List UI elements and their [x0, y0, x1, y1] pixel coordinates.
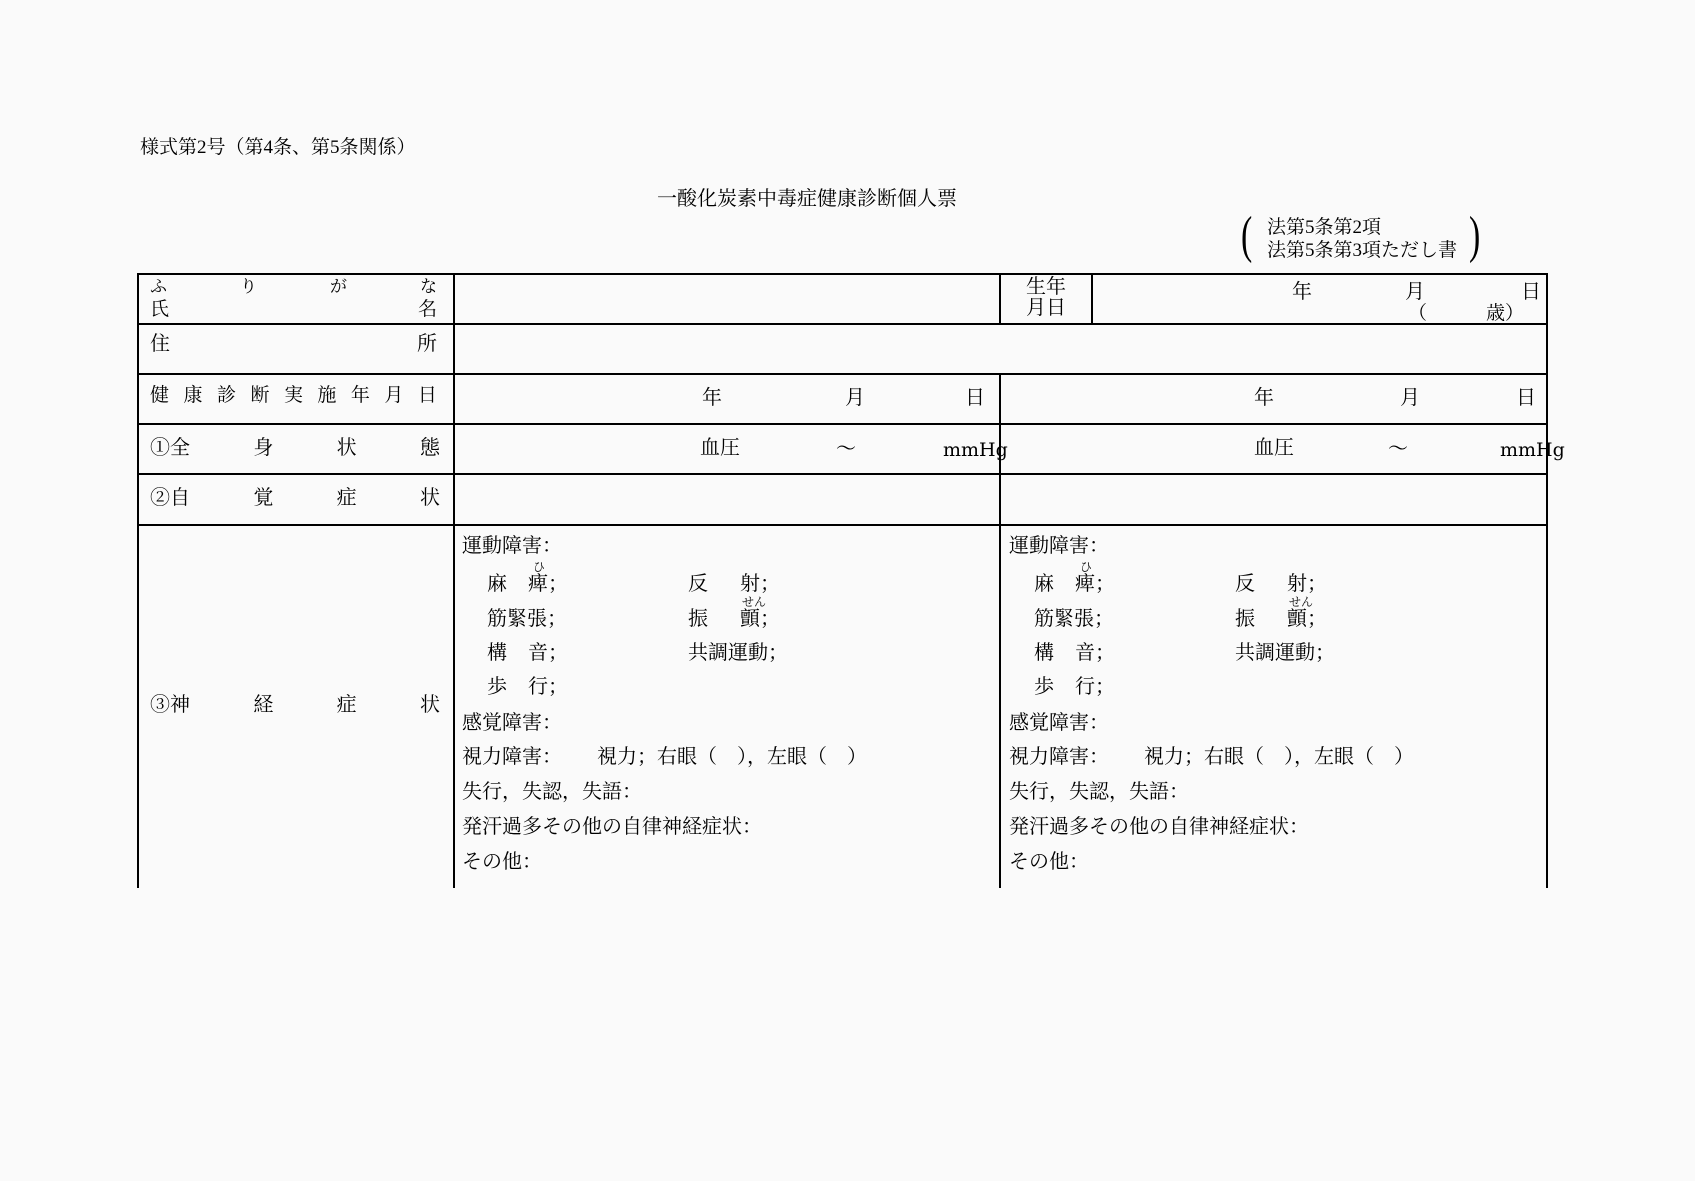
subjective-symptoms-label	[150, 487, 440, 509]
mmhg-unit-left: mmHg	[943, 439, 1008, 461]
address-label	[150, 333, 437, 355]
sensory-disorder-label: 感覚障害：	[1009, 712, 1109, 734]
label-char: 診	[216, 385, 236, 406]
motor-disorder-label: 運動障害：	[462, 535, 562, 557]
table-left-border	[137, 273, 139, 888]
other-label: その他：	[462, 851, 542, 873]
label-char: 康	[183, 385, 203, 406]
label-char: 施	[317, 385, 337, 406]
label-char: 氏	[150, 299, 170, 320]
reflex-label: 反	[1235, 573, 1255, 595]
muscle-tension-label: 筋緊張；	[1034, 608, 1114, 630]
age-label: 歳）	[1486, 303, 1525, 324]
label-char: ふ	[150, 277, 167, 296]
paralysis-label: 麻	[487, 573, 507, 595]
label-char: 実	[283, 385, 303, 406]
coordination-label: 共調運動；	[688, 642, 788, 664]
sweating-label: 発汗過多その他の自律神経症状：	[462, 816, 762, 838]
law-note-paren-open: (	[1241, 207, 1253, 264]
law-note-line1: 法第5条第2項	[1267, 217, 1382, 238]
tilde-right: ～	[1388, 438, 1408, 460]
tremor-label: 顫；	[1287, 608, 1327, 630]
reflex-label: 射；	[740, 573, 780, 595]
exam-day-label-left: 日	[965, 387, 985, 409]
label-char: 状	[336, 437, 357, 459]
form-number: 様式第2号（第4条、第5条関係）	[140, 137, 416, 158]
vision-disorder-label: 視力障害：	[462, 746, 562, 768]
general-condition-label	[150, 437, 440, 459]
gait-label: 歩	[1034, 676, 1054, 698]
reflex-label: 射；	[1287, 573, 1327, 595]
label-char: 経	[253, 694, 274, 716]
label-char: 態	[419, 437, 440, 459]
label-char: 年	[350, 385, 370, 406]
row-divider-1	[137, 323, 1548, 325]
row-divider-2	[137, 373, 1548, 375]
exam-day-label-right: 日	[1516, 387, 1536, 409]
label-char: 状	[419, 487, 440, 509]
label-char: 身	[253, 437, 274, 459]
sensory-disorder-label: 感覚障害：	[462, 712, 562, 734]
label-char: ②自	[150, 487, 190, 509]
birth-year-label: 年	[1292, 281, 1312, 303]
mmhg-unit-right: mmHg	[1500, 439, 1565, 461]
birth-month-label: 月	[1405, 281, 1425, 303]
furigana-sen: せん	[742, 595, 767, 609]
tremor-label: 振	[688, 608, 708, 630]
exam-year-label-right: 年	[1254, 387, 1274, 409]
table-top-border	[137, 273, 1548, 275]
label-char: り	[240, 277, 257, 296]
birthdate-label-line1: 生年	[1026, 276, 1066, 298]
label-char: 住	[150, 333, 170, 355]
name-label	[150, 300, 437, 321]
exam-year-label-left: 年	[702, 387, 722, 409]
row-divider-3	[137, 423, 1548, 425]
label-char: 状	[419, 694, 440, 716]
gait-label: 行；	[528, 676, 568, 698]
furigana-sen: せん	[1289, 595, 1314, 609]
blood-pressure-label-left: 血圧	[700, 437, 740, 459]
label-char: ③神	[150, 694, 190, 716]
label-char: 症	[336, 487, 357, 509]
gait-label: 行；	[1075, 676, 1115, 698]
blood-pressure-label-right: 血圧	[1254, 437, 1294, 459]
neuro-content-left	[453, 525, 1000, 888]
apraxia-label: 失行，失認，失語：	[462, 781, 642, 803]
paralysis-label: 麻	[1034, 573, 1054, 595]
furigana-hi: ひ	[1080, 560, 1093, 574]
exam-month-label-right: 月	[1400, 387, 1420, 409]
vision-disorder-label: 視力障害：	[1009, 746, 1109, 768]
label-char: 日	[417, 385, 437, 406]
articulation-label: 音；	[528, 642, 568, 664]
motor-disorder-label: 運動障害：	[1009, 535, 1109, 557]
page-title: 一酸化炭素中毒症健康診断個人票	[657, 188, 957, 210]
exam-date-label	[150, 386, 437, 407]
articulation-label: 構	[487, 642, 507, 664]
neuro-content-right	[1000, 525, 1547, 888]
age-paren-open: （	[1408, 303, 1428, 324]
coordination-label: 共調運動；	[1235, 642, 1335, 664]
law-note-paren-close: )	[1469, 207, 1481, 264]
label-char: 断	[250, 385, 270, 406]
label-char: が	[330, 277, 347, 296]
vision-detail-label: 視力；右眼（ ），左眼（ ）	[597, 746, 867, 768]
label-char: 所	[417, 333, 437, 355]
paralysis-label: 痺；	[1075, 573, 1115, 595]
vision-detail-label: 視力；右眼（ ），左眼（ ）	[1144, 746, 1414, 768]
birthdate-label-line2: 月日	[1026, 297, 1066, 319]
furigana-label	[150, 278, 437, 297]
tremor-label: 顫；	[740, 608, 780, 630]
muscle-tension-label: 筋緊張；	[487, 608, 567, 630]
neuro-symptoms-label	[150, 694, 440, 716]
exam-month-label-left: 月	[845, 387, 865, 409]
label-char: 覚	[253, 487, 274, 509]
gait-label: 歩	[487, 676, 507, 698]
articulation-label: 構	[1034, 642, 1054, 664]
reflex-label: 反	[688, 573, 708, 595]
articulation-label: 音；	[1075, 642, 1115, 664]
paralysis-label: 痺；	[528, 573, 568, 595]
other-label: その他：	[1009, 851, 1089, 873]
birthdate-cell-right-divider	[1091, 273, 1093, 323]
label-char: ①全	[150, 437, 190, 459]
label-char: な	[420, 277, 437, 296]
tremor-label: 振	[1235, 608, 1255, 630]
tilde-left: ～	[836, 438, 856, 460]
furigana-hi: ひ	[533, 560, 546, 574]
label-char: 症	[336, 694, 357, 716]
label-char: 月	[384, 385, 404, 406]
apraxia-label: 失行，失認，失語：	[1009, 781, 1189, 803]
label-char: 名	[417, 299, 437, 320]
label-char: 健	[150, 385, 170, 406]
birth-day-label: 日	[1521, 281, 1541, 303]
sweating-label: 発汗過多その他の自律神経症状：	[1009, 816, 1309, 838]
law-note-line2: 法第5条第3項ただし書	[1267, 240, 1458, 261]
row-divider-4	[137, 473, 1548, 475]
